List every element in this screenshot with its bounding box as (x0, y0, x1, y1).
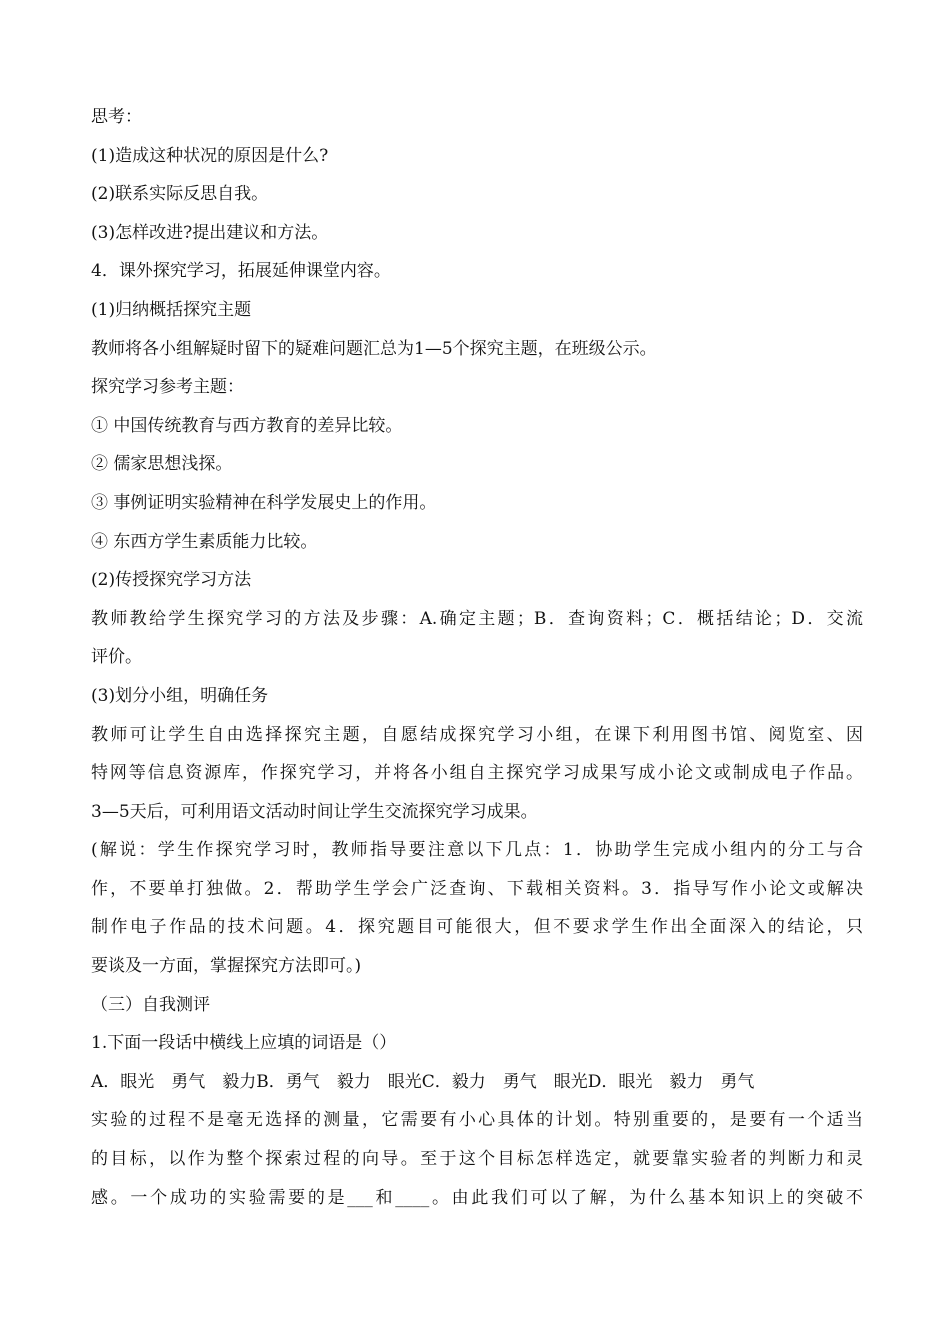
section-4-heading: 4．课外探究学习，拓展延伸课堂内容。 (91, 261, 391, 282)
passage-line: 实验的过程不是毫无选择的测量，它需要有小心具体的计划。特别重要的，是要有一个适当 (91, 1110, 863, 1131)
paragraph-line: 教师可让学生自由选择探究主题，自愿结成探究学习小组，在课下利用图书馆、阅览室、因 (91, 724, 863, 745)
topic-item: ② 儒家思想浅探。 (91, 454, 233, 475)
paragraph-line: 作，不要单打独做。2．帮助学生学会广泛查询、下载相关资料。3．指导写作小论文或解决 (91, 878, 863, 899)
topic-item: ① 中国传统教育与西方教育的差异比较。 (91, 415, 403, 436)
paragraph-line: 评价。 (91, 647, 142, 668)
passage-line: 感。一个成功的实验需要的是___和____。由此我们可以了解，为什么基本知识上的突破不 (91, 1187, 863, 1208)
step-2-heading: (2)传授探究学习方法 (91, 570, 252, 591)
paragraph-line: 制作电子作品的技术问题。4．探究题目可能很大，但不要求学生作出全面深入的结论，只 (91, 917, 863, 938)
paragraph-line: 3—5天后，可利用语文活动时间让学生交流探究学习成果。 (91, 801, 538, 822)
question-2: (2)联系实际反思自我。 (91, 184, 269, 205)
passage-line: 的目标，以作为整个探索过程的向导。至于这个目标怎样选定，就要靠实验者的判断力和灵 (91, 1149, 863, 1170)
step-3-heading: (3)划分小组，明确任务 (91, 685, 269, 706)
paragraph-line: (解说：学生作探究学习时，教师指导要注意以下几点：1．协助学生完成小组内的分工与合 (91, 840, 863, 861)
heading-thinking: 思考： (91, 107, 142, 127)
exercise-options: A．眼光 勇气 毅力B．勇气 毅力 眼光C．毅力 勇气 眼光D．眼光 毅力 勇气 (91, 1071, 755, 1092)
step-1-heading: (1)归纳概括探究主题 (91, 299, 252, 320)
topics-heading: 探究学习参考主题： (91, 377, 244, 398)
topic-item: ④ 东西方学生素质能力比较。 (91, 531, 318, 552)
section-3-heading: （三）自我测评 (91, 994, 210, 1015)
paragraph-line: 特网等信息资源库，作探究学习，并将各小组自主探究学习成果写成小论文或制成电子作品。 (91, 763, 863, 784)
paragraph-line: 教师将各小组解疑时留下的疑难问题汇总为1—5个探究主题，在班级公示。 (91, 338, 657, 359)
question-1: (1)造成这种状况的原因是什么? (91, 145, 329, 166)
topic-item: ③ 事例证明实验精神在科学发展史上的作用。 (91, 492, 437, 513)
paragraph-line: 要谈及一方面，掌握探究方法即可。) (91, 956, 362, 977)
paragraph-line: 教师教给学生探究学习的方法及步骤：A.确定主题；B．查询资料；C．概括结论；D．交流 (91, 608, 863, 629)
question-3: (3)怎样改进?提出建议和方法。 (91, 222, 329, 243)
document-body (91, 98, 863, 1217)
exercise-question: 1.下面一段话中横线上应填的词语是（） (91, 1033, 397, 1054)
